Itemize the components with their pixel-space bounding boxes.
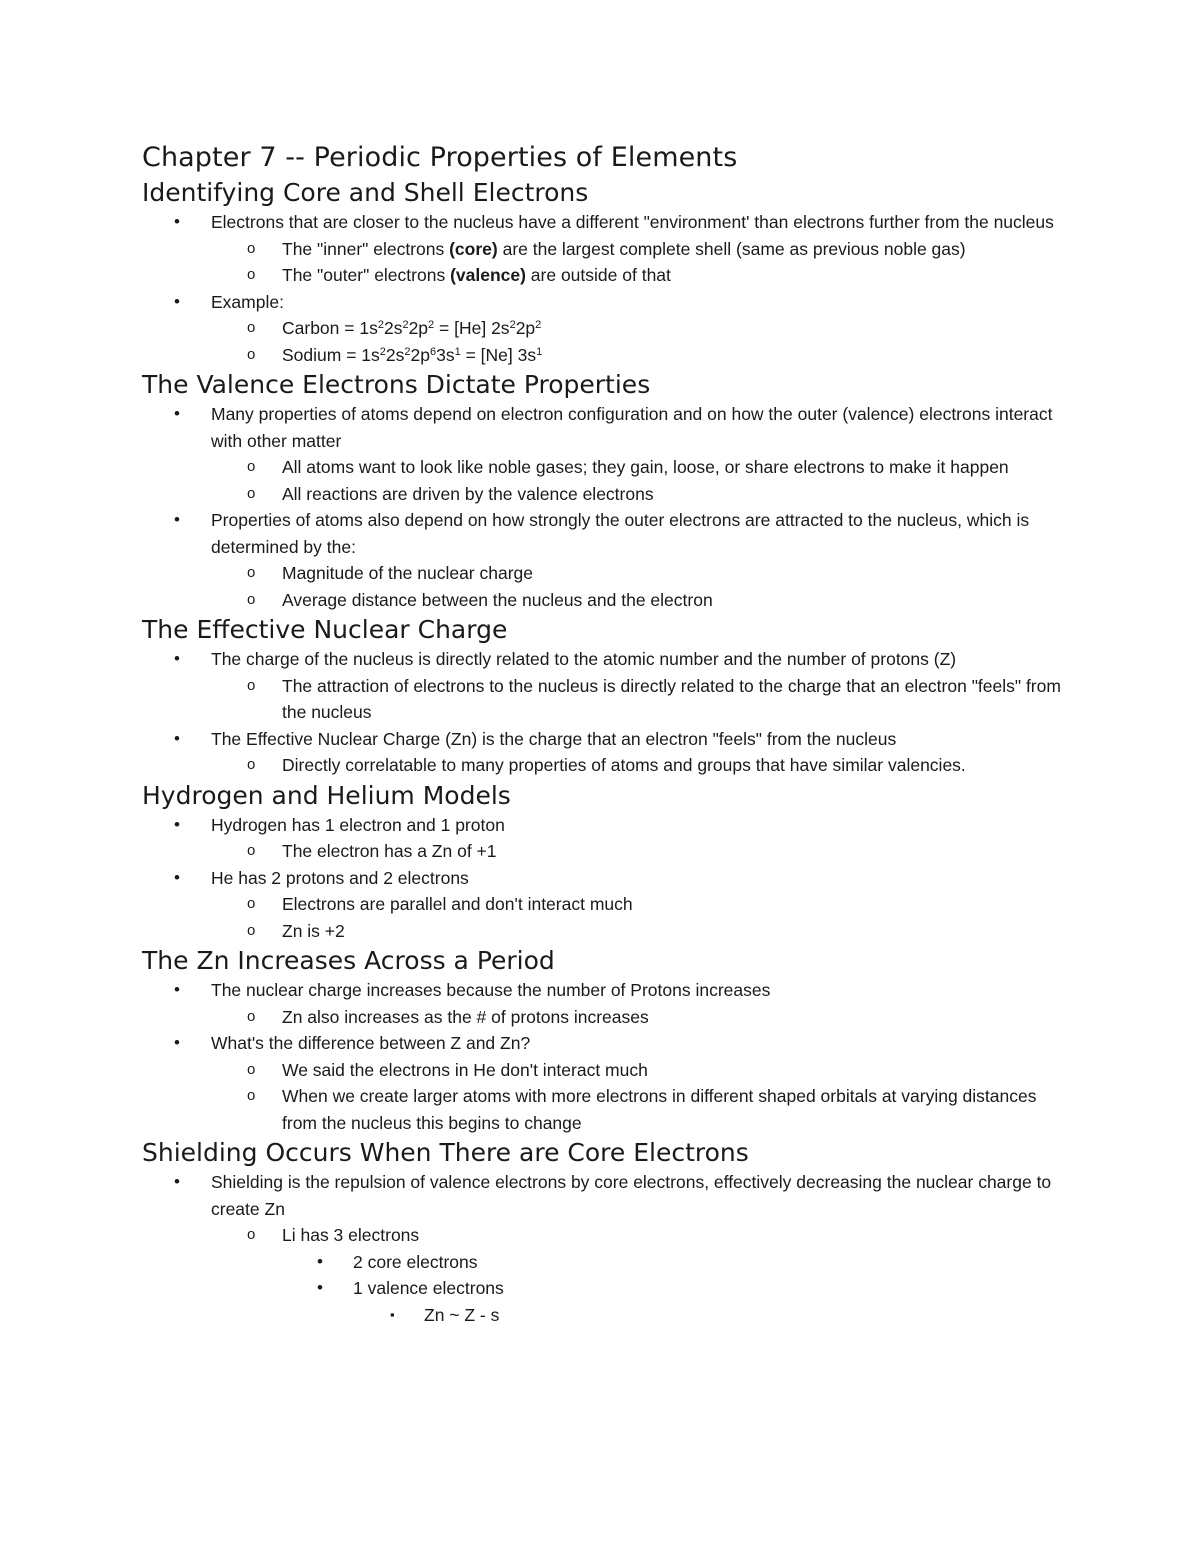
list-item-text: Hydrogen has 1 electron and 1 proton <box>211 814 505 835</box>
bullet-circle-icon: o <box>247 1087 256 1104</box>
list-item-text: Zn ~ Z - s <box>424 1304 500 1325</box>
formula-superscript: 2 <box>377 319 384 331</box>
formula-superscript: 2 <box>402 319 409 331</box>
list-item <box>142 812 1102 865</box>
list-item-text: are the largest complete shell (same as previous noble gas) <box>497 238 966 259</box>
list-item-text: Directly correlatable to many properties of atoms and groups that have similar valencies. <box>282 755 966 775</box>
bullet-list <box>142 401 1102 613</box>
list-item <box>142 289 1102 369</box>
bullet-circle-icon: o <box>247 1007 256 1025</box>
list-item <box>142 1030 1102 1136</box>
bullet-disc-icon: • <box>174 404 180 423</box>
list-item <box>142 560 1102 587</box>
list-item <box>142 236 1102 263</box>
bullet-disc-icon: • <box>317 1251 323 1271</box>
bullet-disc-icon: • <box>174 728 180 748</box>
section-zn-increases <box>142 944 1102 1136</box>
list-item <box>142 1302 1102 1329</box>
list-item <box>142 1222 1102 1328</box>
formula-superscript: 2 <box>404 345 411 358</box>
bullet-list <box>142 1169 1102 1328</box>
list-item <box>142 1275 1102 1328</box>
document-page <box>142 140 1102 1328</box>
list-item-text: Magnitude of the nuclear charge <box>282 563 533 583</box>
list-item <box>142 673 1102 726</box>
bullet-list <box>142 977 1102 1136</box>
section-heading: The Effective Nuclear Charge <box>142 615 508 644</box>
list-item <box>142 838 1102 865</box>
list-item-text: The charge of the nucleus is directly related to the atomic number and the number of protons (Z) <box>211 649 957 669</box>
formula-part: = [Ne] 3s <box>460 344 537 365</box>
formula-part: 3s <box>436 344 455 365</box>
list-item-text: What's the difference between Z and Zn? <box>211 1033 531 1053</box>
bullet-circle-icon: o <box>247 921 256 939</box>
bullet-disc-icon: • <box>174 1172 180 1191</box>
section-heading: Identifying Core and Shell Electrons <box>142 178 589 207</box>
list-item-text: The electron has a Zn of +1 <box>282 841 497 861</box>
list-item: o Carbon = $1s^22s^22p^2 = [He]$ $2s^22p^2$ <box>142 315 1102 342</box>
bullet-disc-icon: • <box>317 1278 323 1297</box>
list-item <box>142 752 1102 779</box>
list-item-text: The Effective Nuclear Charge (Zn) is the charge that an electron "feels" from the nucleus <box>211 728 897 749</box>
section-valence-electrons <box>142 368 1102 613</box>
list-item <box>142 262 1102 289</box>
bullet-disc-icon: • <box>174 867 180 887</box>
bold-term: (core) <box>449 238 498 259</box>
list-item-text: Example: <box>211 291 284 312</box>
list-item <box>142 918 1102 945</box>
section-shielding <box>142 1136 1102 1328</box>
formula-superscript: 2 <box>509 319 516 331</box>
bullet-circle-icon: o <box>247 484 256 502</box>
list-item-text: The nuclear charge increases because the number of Protons increases <box>211 980 771 1000</box>
section-heading: The Zn Increases Across a Period <box>142 946 555 975</box>
list-item-text: Zn is +2 <box>282 920 345 941</box>
list-item <box>142 481 1102 508</box>
document-title: Chapter 7 -- Periodic Properties of Elements <box>142 142 738 173</box>
section-core-shell-electrons <box>142 176 1102 368</box>
bullet-list <box>142 812 1102 945</box>
formula-part: 2s <box>385 344 405 365</box>
list-item-text: All atoms want to look like noble gases; they gain, loose, or share electrons to make it happen <box>282 457 1009 477</box>
list-item-text: 1 valence electrons <box>353 1278 504 1298</box>
section-effective-nuclear-charge <box>142 613 1102 779</box>
bullet-circle-icon: o <box>247 1060 256 1078</box>
bullet-square-icon: ▪ <box>390 1306 395 1322</box>
formula-superscript: 6 <box>429 345 437 358</box>
list-item <box>142 646 1102 726</box>
list-item-text: The "inner" electrons <box>282 238 450 259</box>
bullet-list <box>142 209 1102 368</box>
bullet-disc-icon: • <box>174 980 180 999</box>
list-item-text: Li has 3 electrons <box>282 1225 420 1245</box>
formula-label: Carbon <box>282 318 340 338</box>
bullet-circle-icon: o <box>247 842 256 859</box>
list-item-text: He has 2 protons and 2 electrons <box>211 867 469 888</box>
list-item-text: When we create larger atoms with more electrons in different shaped orbitals at varying distances from the nucleus this begins to change <box>282 1086 1037 1133</box>
bullet-circle-icon: o <box>247 564 256 581</box>
bullet-disc-icon: • <box>174 291 180 311</box>
bullet-disc-icon: • <box>174 510 180 529</box>
list-item <box>142 587 1102 614</box>
bullet-circle-icon: o <box>247 458 256 475</box>
list-item <box>142 1249 1102 1276</box>
bullet-circle-icon: o <box>247 266 256 283</box>
bullet-disc-icon: • <box>174 1033 180 1052</box>
list-item-text: Many properties of atoms depend on electron configuration and on how the outer (valence) electrons interact with other matter <box>211 404 1053 451</box>
bullet-circle-icon: o <box>247 239 256 257</box>
bullet-disc-icon: • <box>174 814 180 834</box>
formula-part: 2p <box>410 344 430 365</box>
list-item-text: Electrons are parallel and don't interact much <box>282 894 633 914</box>
list-item-text: Electrons that are closer to the nucleus have a different "environment' than electrons further from the nucleus <box>211 212 1054 232</box>
list-item <box>142 507 1102 613</box>
formula-part: 2p <box>515 318 536 338</box>
formula-part: 2p <box>408 318 429 338</box>
list-item <box>142 1004 1102 1031</box>
section-heading: The Valence Electrons Dictate Properties <box>142 370 651 399</box>
list-item-text: The attraction of electrons to the nucleus is directly related to the charge that an electron "feels" from the nucleus <box>282 675 1061 722</box>
list-item-text: Properties of atoms also depend on how strongly the outer electrons are attracted to the nucleus, which is determined by the: <box>211 510 1030 557</box>
list-item-text: 2 core electrons <box>353 1251 478 1272</box>
bullet-circle-icon: o <box>247 1226 256 1243</box>
formula-part: 2s <box>383 318 403 338</box>
formula-superscript: 1 <box>454 345 461 358</box>
formula-superscript: 2 <box>428 319 435 331</box>
list-item-text: The "outer" electrons <box>282 265 451 285</box>
bullet-circle-icon: o <box>247 676 256 694</box>
formula-superscript: 1 <box>536 345 543 358</box>
list-item-text: Average distance between the nucleus and the electron <box>282 589 713 610</box>
formula-superscript: 2 <box>535 319 542 331</box>
list-item <box>142 1057 1102 1084</box>
list-item <box>142 1083 1102 1136</box>
bullet-disc-icon: • <box>174 649 180 668</box>
bullet-disc-icon: • <box>174 212 180 231</box>
formula-part: 1s <box>361 344 380 365</box>
section-heading: Hydrogen and Helium Models <box>142 780 511 810</box>
list-item <box>142 891 1102 918</box>
list-item-text: are outside of that <box>525 265 671 285</box>
list-item-text: Shielding is the repulsion of valence electrons by core electrons, effectively decreasing the nuclear charge to create Zn <box>211 1172 1052 1219</box>
list-item-text: All reactions are driven by the valence electrons <box>282 483 654 504</box>
list-item <box>142 401 1102 507</box>
bullet-circle-icon: o <box>247 590 256 608</box>
section-hydrogen-helium-models <box>142 779 1102 945</box>
bullet-circle-icon: o <box>247 756 256 773</box>
list-item-text: Zn also increases as the # of protons increases <box>282 1006 649 1027</box>
list-item: o Sodium = $1s^22s^22p^63s^1 = [Ne]$ $3s^1$ <box>142 342 1102 369</box>
list-item <box>142 454 1102 481</box>
formula-label: Sodium <box>282 344 342 365</box>
section-heading: Shielding Occurs When There are Core Electrons <box>142 1138 749 1167</box>
list-item <box>142 209 1102 289</box>
formula-part: 1s <box>359 318 378 338</box>
bullet-circle-icon: o <box>247 319 256 336</box>
formula-superscript: 2 <box>379 345 386 358</box>
list-item <box>142 726 1102 779</box>
list-item <box>142 865 1102 945</box>
list-item <box>142 1169 1102 1328</box>
bullet-circle-icon: o <box>247 895 256 912</box>
bold-term: (valence) <box>450 265 526 285</box>
formula-part: = [He] 2s <box>434 318 510 338</box>
bullet-list <box>142 646 1102 779</box>
bullet-circle-icon: o <box>247 345 256 363</box>
list-item-text: We said the electrons in He don't interact much <box>282 1059 648 1080</box>
list-item <box>142 977 1102 1030</box>
